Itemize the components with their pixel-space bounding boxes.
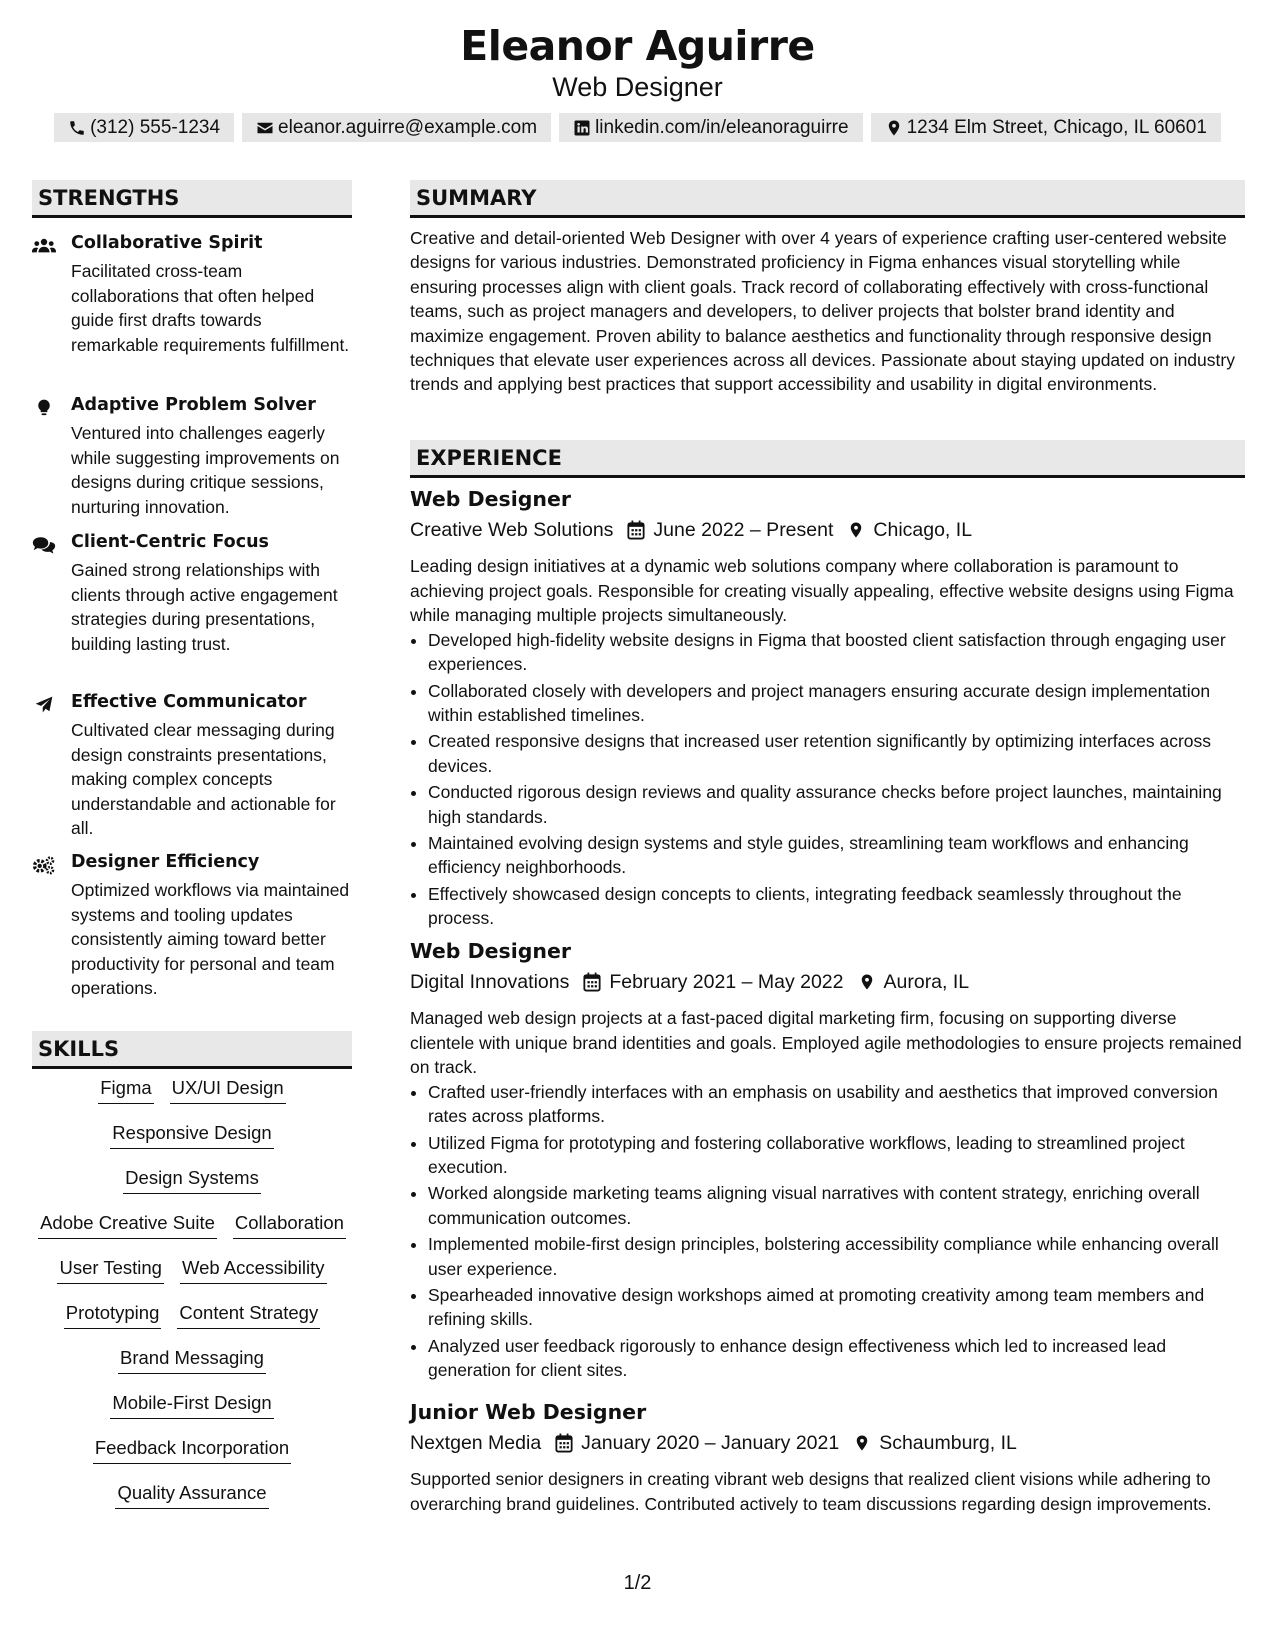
job-location: Chicago, IL [873,518,973,541]
candidate-title: Web Designer [552,72,723,102]
gears-icon [32,855,56,875]
map-pin-icon [853,1433,871,1453]
job-company: Creative Web Solutions [410,518,614,541]
summary-text: Creative and detail-oriented Web Designer with over 4 years of experience crafting user-centered website designs for various industries. Demonstrated proficiency in Figma enhances visual storytelling while ensuring processes align with client goals. Track record of collaborating effectively with cross-functional teams, such as project managers and developers, to deliver projects that bolster brand identity and maximize engagement. Proven ability to balance aesthetics and functionality through responsive design techniques that elevate user experiences across all devices. Passionate about staying updated on industry trends and applying best practices that support accessibility and usability in digital environments. [410,228,1235,395]
job-meta [410,514,1245,546]
job-bullet: • Utilized Figma for prototyping and fostering collaborative workflows, leading to streamlined project execution. [428,1131,1245,1180]
job-bullet: • Conducted rigorous design reviews and quality assurance checks before project launches, maintaining high standards. [428,780,1245,829]
linkedin-icon [573,119,591,137]
skill-tag: Collaboration [233,1212,346,1239]
job-bullet: • Developed high-fidelity website designs in Figma that boosted client satisfaction through engaging user experiences. [428,628,1245,677]
calendar-icon [583,972,601,992]
map-pin-icon [858,972,876,992]
experience-heading: EXPERIENCE [410,440,1245,478]
job-location: Schaumburg, IL [879,1431,1017,1454]
contact-phone-text: (312) 555-1234 [90,116,221,138]
skill-tag: Design Systems [123,1167,261,1194]
skill-tag: Web Accessibility [180,1257,327,1284]
job-entry [410,1397,1245,1516]
contact-phone [54,113,234,142]
job-bullet: • Created responsive designs that increased user retention significantly by optimizing interfaces across devices. [428,729,1245,778]
strength-title: Designer Efficiency [71,852,260,872]
skills-list [32,1077,352,1527]
comments-icon [32,535,56,555]
job-bullet: • Crafted user-friendly interfaces with an emphasis on usability and aesthetics that improved conversion rates across platforms. [428,1080,1245,1129]
job-title: Web Designer [410,939,572,963]
strength-title: Client-Centric Focus [71,532,269,552]
job-bullet: • Collaborated closely with developers and project managers ensuring accurate design implementation within established timelines. [428,679,1245,728]
job-bullet: • Effectively showcased design concepts to clients, integrating feedback seamlessly throughout the process. [428,882,1245,931]
calendar-icon [627,520,645,540]
skills-heading: SKILLS [32,1031,352,1069]
job-description: Leading design initiatives at a dynamic web solutions company where collaboration is paramount to achieving project goals. Responsible for creating visually appealing, effective website designs using Figma while managing multiple projects simultaneously. [410,556,1234,626]
skill-tag: Prototyping [64,1302,162,1329]
contact-email-text: eleanor.aguirre@example.com [278,116,538,138]
map-pin-icon [885,119,903,137]
skill-tag: Responsive Design [110,1122,273,1149]
candidate-name: Eleanor Aguirre [460,22,815,70]
job-description: Supported senior designers in creating vibrant web designs that realized client visions while adhering to overarching brand guidelines. Contributed actively to team discussions regarding design improvements. [410,1469,1212,1514]
job-dates: February 2021 – May 2022 [609,970,844,993]
job-bullet: • Spearheaded innovative design workshops aimed at promoting creativity among team members and refining skills. [428,1283,1245,1332]
job-description: Managed web design projects at a fast-paced digital marketing firm, focusing on supporting diverse clientele with unique brand identities and goals. Employed agile methodologies to ensure projects remained on track. [410,1008,1242,1078]
job-bullets [410,628,1245,931]
skill-tag: UX/UI Design [170,1077,286,1104]
job-bullet: • Worked alongside marketing teams aligning visual narratives with content strategy, enriching overall communication outcomes. [428,1181,1245,1230]
map-pin-icon [847,520,865,540]
skill-tag: Adobe Creative Suite [38,1212,217,1239]
contact-linkedin[interactable] [559,113,862,142]
strength-desc: Ventured into challenges eagerly while suggesting improvements on designs during critique sessions, nurturing innovation. [71,423,340,517]
job-location: Aurora, IL [883,970,970,993]
skill-tag: User Testing [57,1257,163,1284]
contact-linkedin-text: linkedin.com/in/eleanoraguirre [595,116,849,138]
job-bullet: • Implemented mobile-first design principles, bolstering accessibility compliance while enhancing overall user experience. [428,1232,1245,1281]
paper-plane-icon [32,695,56,715]
strength-title: Effective Communicator [71,692,307,712]
job-bullet: • Maintained evolving design systems and style guides, streamlining team workflows and enhancing efficiency neighborhoods. [428,831,1245,880]
job-entry [410,484,1245,933]
contact-address-text: 1234 Elm Street, Chicago, IL 60601 [906,116,1207,138]
strength-desc: Gained strong relationships with clients through active engagement strategies during presentations, building lasting trust. [71,560,338,654]
skill-tag: Figma [98,1077,153,1104]
summary-heading: SUMMARY [410,180,1245,218]
strength-desc: Cultivated clear messaging during design constraints presentations, making complex concepts understandable and actionable for all. [71,720,336,838]
phone-icon [68,119,86,137]
page-number: 1/2 [623,1572,652,1594]
lightbulb-icon [32,398,56,418]
job-title: Junior Web Designer [410,1400,647,1424]
contact-email[interactable] [242,113,551,142]
contact-bar [0,113,1275,142]
job-meta [410,1427,1245,1459]
skill-tag: Mobile-First Design [110,1392,273,1419]
skill-tag: Content Strategy [177,1302,320,1329]
users-icon [32,236,56,256]
calendar-icon [555,1433,573,1453]
strength-title: Adaptive Problem Solver [71,395,316,415]
skill-tag: Quality Assurance [115,1482,268,1509]
strengths-heading: STRENGTHS [32,180,352,218]
strength-desc: Facilitated cross-team collaborations that often helped guide first drafts towards remarkable requirements fulfillment. [71,261,350,355]
job-dates: June 2022 – Present [653,518,834,541]
job-title: Web Designer [410,487,572,511]
strength-desc: Optimized workflows via maintained systems and tooling updates consistently aiming toward better productivity for personal and team operations. [71,880,350,998]
skill-tag: Brand Messaging [118,1347,266,1374]
job-bullet: • Analyzed user feedback rigorously to enhance design effectiveness which led to increased lead generation for client sites. [428,1334,1245,1383]
job-company: Nextgen Media [410,1431,542,1454]
job-bullets [410,1080,1245,1383]
strength-title: Collaborative Spirit [71,233,263,253]
job-dates: January 2020 – January 2021 [581,1431,840,1454]
contact-address [871,113,1221,142]
job-entry [410,936,1245,1385]
job-company: Digital Innovations [410,970,570,993]
job-meta [410,966,1245,998]
envelope-icon [256,119,274,137]
skill-tag: Feedback Incorporation [93,1437,291,1464]
